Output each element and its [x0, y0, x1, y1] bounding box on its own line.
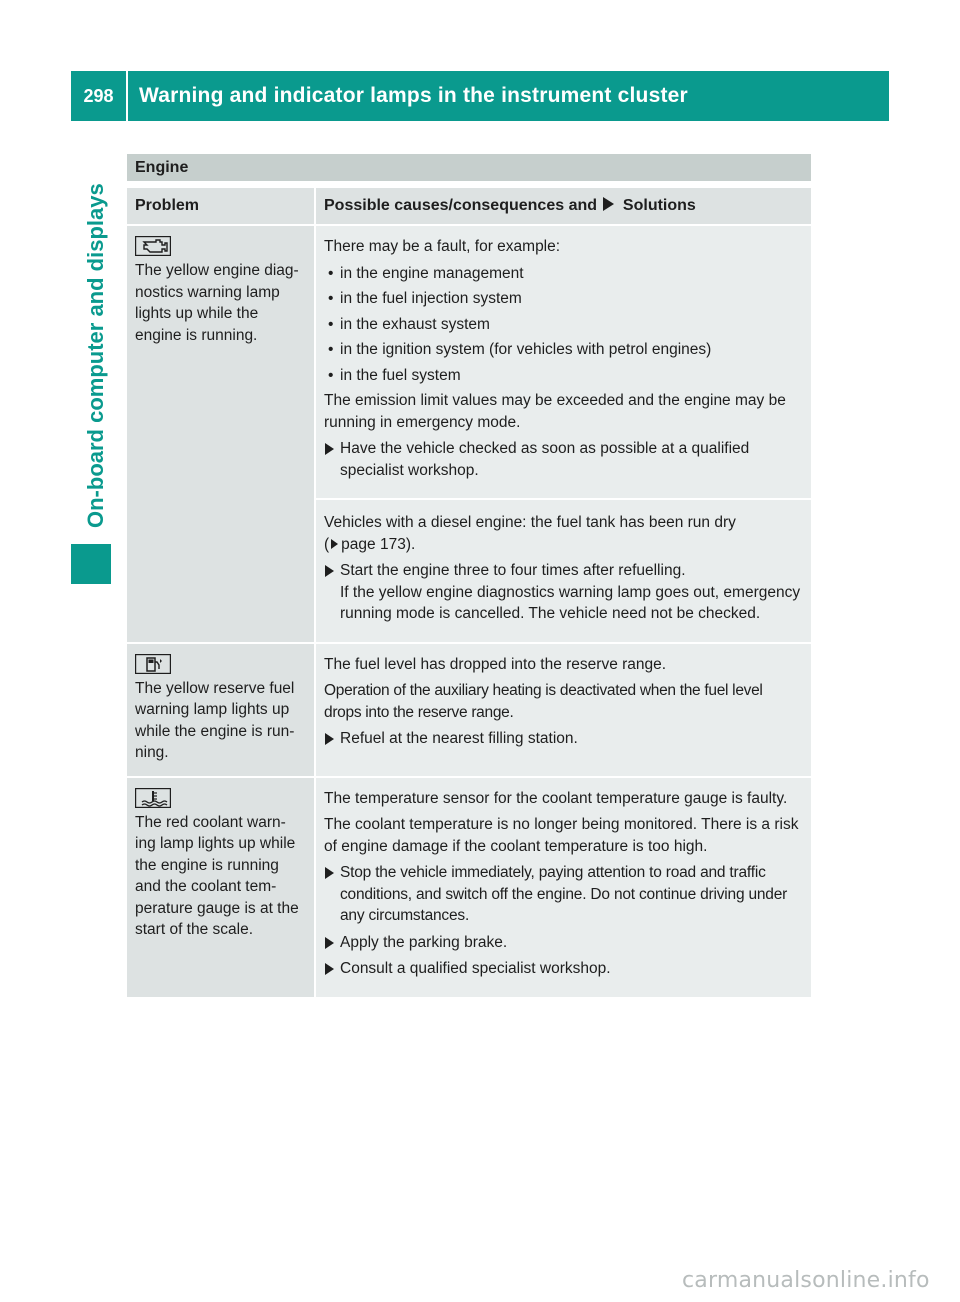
arrow-right-icon [325, 565, 334, 577]
solution-text: The emission limit values may be exceeded and the engine may be running in emergency mode. [324, 392, 786, 431]
side-tab-block [71, 544, 111, 584]
list-item: • in the exhaust system [328, 315, 490, 333]
problem-text-line: lights up while the [135, 305, 259, 322]
list-item: • in the fuel injection system [328, 290, 522, 307]
engine-diagnostics-icon [135, 236, 171, 256]
arrow-right-icon [325, 963, 334, 975]
problem-cell-coolant [127, 777, 315, 997]
solution-text: The fuel level has dropped into the reserve range. [324, 655, 667, 673]
problem-cell-reserve-fuel [127, 643, 315, 777]
list-item: • in the ignition system (for vehicles with petrol engines) [328, 341, 712, 358]
solution-text: The temperature sensor for the coolant temperature gauge is faulty. [324, 789, 788, 807]
section-title: Engine [127, 154, 811, 181]
arrow-right-icon [325, 443, 334, 455]
solution-text: The coolant temperature is no longer being monitored. There is a risk of engine damage if the coolant temperature is too high. [324, 816, 799, 855]
solution-step: Have the vehicle checked as soon as possible at a qualified specialist workshop. [324, 438, 803, 481]
solution-step: Apply the parking brake. [324, 932, 803, 954]
problem-text-line: The yellow reserve fuel [135, 679, 295, 697]
column-header-solutions [315, 188, 811, 225]
solution-step: Refuel at the nearest filling station. [324, 728, 803, 750]
fuel-pump-icon [135, 654, 171, 674]
solution-cell-fault [315, 225, 811, 499]
problem-text-line: start of the scale. [135, 921, 254, 938]
problem-text-line: while the engine is run- [135, 722, 295, 740]
list-item: • in the engine management [328, 264, 524, 282]
engine-warning-table [127, 188, 811, 997]
problem-text-line: ing lamp lights up while [135, 835, 296, 852]
table-row [127, 777, 811, 997]
column-header-problem: Problem [127, 188, 315, 225]
solution-text: Operation of the auxiliary heating is deactivated when the fuel level drops into the reserve range. [324, 682, 763, 721]
table-header-row [127, 188, 811, 225]
table-row [127, 225, 811, 499]
solution-cell-reserve-fuel [315, 643, 811, 777]
problem-text-line: engine is running. [135, 326, 258, 344]
solution-step: Stop the vehicle immediately, paying attention to road and traffic conditions, and switch off the engine. Do not continue driving under any circumstances. [324, 862, 803, 927]
problem-text-line: The red coolant warn- [135, 813, 286, 831]
page-ref-arrow-icon [331, 539, 338, 549]
watermark: carmanualsonline.info [682, 1268, 930, 1293]
arrow-right-icon [603, 197, 614, 211]
solution-text: Vehicles with a diesel engine: the fuel tank has been run dry ( page 173). [324, 514, 736, 553]
problem-text-line: ning. [135, 744, 169, 761]
column-header-causes-label: Possible causes/consequences and [324, 197, 598, 215]
solution-cell-diesel [315, 499, 811, 643]
problem-text-line: The yellow engine diag- [135, 262, 299, 279]
list-item: • in the fuel system [328, 366, 461, 384]
page-number: 298 [83, 86, 114, 106]
problem-text-line: warning lamp lights up [135, 701, 290, 718]
solution-cell-coolant [315, 777, 811, 997]
problem-text-line: the engine is running [135, 856, 279, 874]
column-header-solutions-label: Solutions [622, 197, 696, 215]
arrow-right-icon [325, 937, 334, 949]
coolant-temperature-icon [135, 788, 171, 808]
page-title: Warning and indicator lamps in the instrument cluster [139, 84, 688, 107]
page-header [71, 71, 889, 121]
arrow-right-icon [325, 867, 334, 879]
problem-text-line: perature gauge is at the [135, 899, 299, 917]
problem-cell-engine-diagnostics [127, 225, 315, 643]
solution-intro: There may be a fault, for example: [324, 238, 561, 255]
solution-step: Consult a qualified specialist workshop. [324, 958, 803, 980]
problem-text-line: nostics warning lamp [135, 283, 280, 301]
side-tab-label: On-board computer and displays [83, 183, 108, 528]
problem-text-line: and the coolant tem- [135, 878, 277, 895]
table-row [127, 643, 811, 777]
arrow-right-icon [325, 733, 334, 745]
solution-step: Start the engine three to four times after refuelling. If the yellow engine diagnostics warning lamp goes out, emergency running mode is cancelled. The vehicle need not be checked. [324, 560, 803, 625]
